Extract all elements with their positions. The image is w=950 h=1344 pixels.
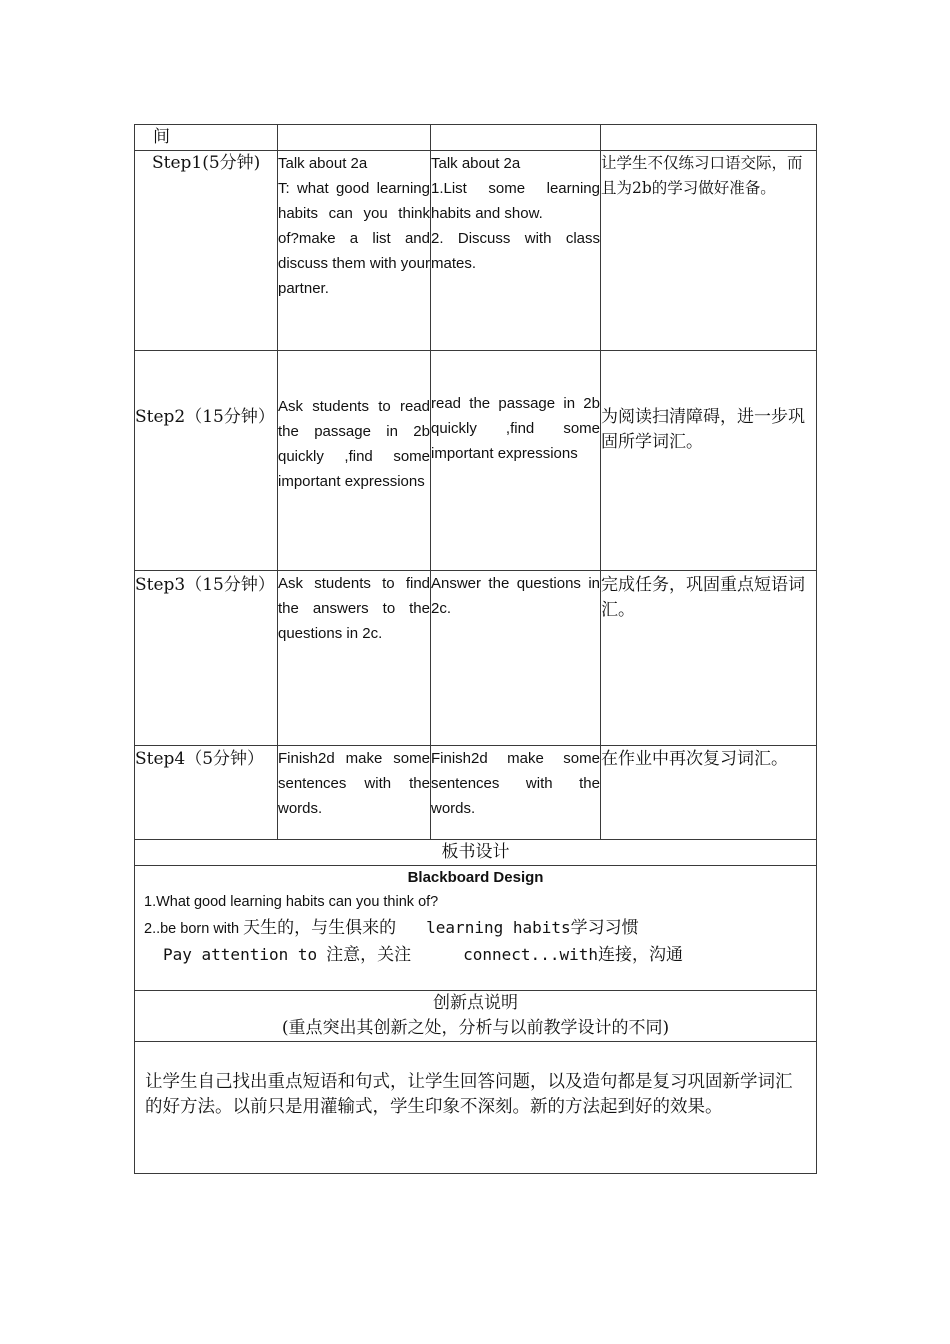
board-line-2 <box>135 915 816 942</box>
design-purpose: 完成任务，巩固重点短语词汇。 <box>601 571 817 746</box>
board-line-3 <box>135 942 816 968</box>
innovation-heading-cell <box>135 991 817 1042</box>
table-row <box>135 840 817 866</box>
design-purpose: 让学生不仅练习口语交际，而且为2b的学习做好准备。 <box>601 151 817 351</box>
board-phrase: learning habits <box>426 918 571 937</box>
student-activity: Answer the questions in 2c. <box>431 571 601 746</box>
teacher-activity <box>278 151 431 351</box>
step-label: Step2（15分钟） <box>135 351 278 571</box>
design-purpose: 为阅读扫清障碍，进一步巩固所学词汇。 <box>601 351 817 571</box>
table-row <box>135 991 817 1042</box>
student-activity-title: Talk about 2a <box>431 155 521 172</box>
innovation-subheading: (重点突出其创新之处，分析与以前教学设计的不同) <box>281 1018 670 1038</box>
student-activity <box>431 151 601 351</box>
board-phrase: 2..be born with <box>144 921 244 937</box>
design-purpose: 在作业中再次复习词汇。 <box>601 746 817 840</box>
innovation-body: 让学生自己找出重点短语和句式，让学生回答问题，以及造句都是复习巩固新学词汇的好方法。以前只是用灌输式，学生印象不深刻。新的方法起到好的效果。 <box>135 1042 817 1174</box>
student-activity: Finish2d make some sentences with the words. <box>431 746 601 840</box>
student-activity-line: 2. Discuss with class mates. <box>431 230 600 272</box>
table-row <box>135 151 817 351</box>
table-row <box>135 1042 817 1174</box>
table-row <box>135 746 817 840</box>
time-header-cell: 间 <box>135 125 278 151</box>
table-row <box>135 571 817 746</box>
board-design-content <box>135 866 817 991</box>
teacher-activity: Ask students to read the passage in 2b quickly ,find some important expressions <box>278 351 431 571</box>
step-label: Step1(5分钟) <box>135 151 278 351</box>
teacher-activity-text: T: what good learning habits can you think of?make a list and discuss them with your partner. <box>278 180 430 297</box>
board-phrase-meaning: 天生的，与生俱来的 <box>243 918 397 938</box>
board-design-title: Blackboard Design <box>407 869 544 886</box>
teacher-activity: Finish2d make some sentences with the words. <box>278 746 431 840</box>
board-phrase-meaning: 学习习惯 <box>570 918 639 938</box>
student-activity: read the passage in 2b quickly ,find some important expressions <box>431 351 601 571</box>
board-phrase-meaning: 连接，沟通 <box>597 945 683 965</box>
table-row <box>135 866 817 991</box>
board-phrase: connect...with <box>463 945 598 964</box>
teacher-activity-title: Talk about 2a <box>278 155 368 172</box>
empty-cell <box>278 125 431 151</box>
step-label: Step3（15分钟） <box>135 571 278 746</box>
board-line-1: 1.What good learning habits can you think of? <box>144 894 439 910</box>
empty-cell <box>601 125 817 151</box>
empty-cell <box>431 125 601 151</box>
board-phrase: Pay attention to <box>163 945 318 964</box>
board-phrase-meaning: 注意，关注 <box>326 945 412 965</box>
innovation-heading: 创新点说明 <box>433 993 518 1013</box>
table-row <box>135 351 817 571</box>
teacher-activity: Ask students to find the answers to the questions in 2c. <box>278 571 431 746</box>
student-activity-line: 1.List some learning habits and show. <box>431 180 600 222</box>
table-row <box>135 125 817 151</box>
board-design-heading: 板书设计 <box>135 840 817 866</box>
step-label: Step4（5分钟） <box>135 746 278 840</box>
lesson-plan-table <box>134 124 817 1174</box>
